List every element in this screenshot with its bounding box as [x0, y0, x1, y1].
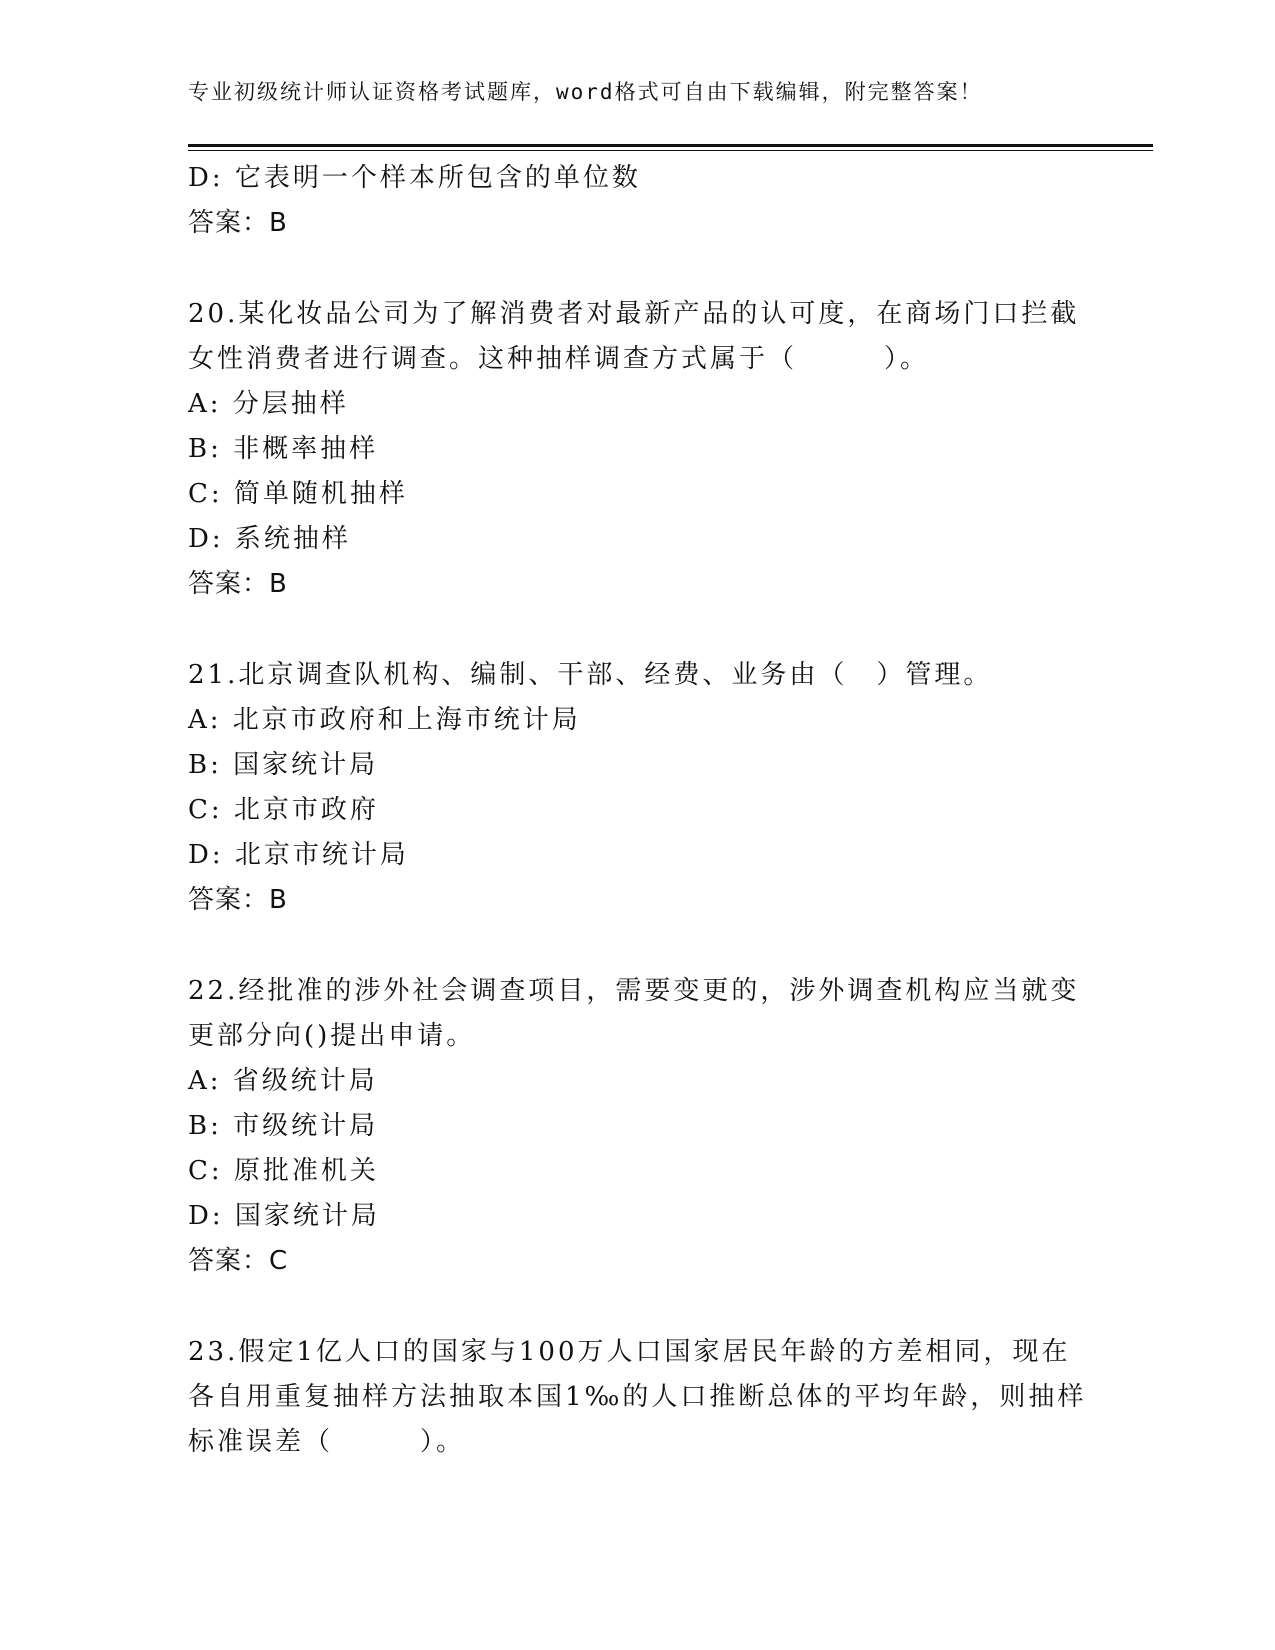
spacer: [188, 923, 1098, 969]
spacer: [188, 607, 1098, 653]
spacer: [188, 1284, 1098, 1330]
page-header: 专业初级统计师认证资格考试题库，word格式可自由下载编辑，附完整答案！: [188, 80, 983, 104]
option-a: A: 北京市政府和上海市统计局: [188, 705, 581, 735]
option-c: C: 原批准机关: [188, 1156, 379, 1186]
document-body: [188, 156, 1098, 1465]
carryover-option-d: D: 它表明一个样本所包含的单位数: [188, 163, 641, 193]
option-d: D: 北京市统计局: [188, 840, 409, 870]
question-20: [188, 292, 1098, 607]
question-stem-line: 女性消费者进行调查。这种抽样调查方式属于（ ）。: [188, 344, 930, 374]
question-stem-line: 20.某化妆品公司为了解消费者对最新产品的认可度，在商场门口拦截: [188, 299, 1080, 329]
option-c: C: 北京市政府: [188, 795, 379, 825]
question-stem-line: 22.经批准的涉外社会调查项目，需要变更的，涉外调查机构应当就变: [188, 976, 1080, 1006]
carryover-answer: 答案：B: [188, 208, 288, 238]
header-rule-thick: [188, 144, 1153, 147]
option-b: B: 非概率抽样: [188, 434, 379, 464]
question-stem-line: 标准误差（ ）。: [188, 1427, 466, 1457]
option-a: A: 省级统计局: [188, 1066, 378, 1096]
option-d: D: 国家统计局: [188, 1201, 380, 1231]
answer: 答案：B: [188, 885, 288, 915]
question-22: [188, 969, 1098, 1284]
answer: 答案：B: [188, 569, 288, 599]
option-d: D: 系统抽样: [188, 524, 351, 554]
answer: 答案：C: [188, 1246, 289, 1276]
option-c: C: 简单随机抽样: [188, 479, 408, 509]
question-23: [188, 1330, 1098, 1465]
question-stem-line: 各自用重复抽样方法抽取本国1‰的人口推断总体的平均年龄，则抽样: [188, 1382, 1087, 1412]
header-rule-thin: [188, 150, 1153, 151]
option-b: B: 市级统计局: [188, 1111, 379, 1141]
question-21: [188, 653, 1098, 923]
question-stem-line: 更部分向()提出申请。: [188, 1021, 476, 1051]
spacer: [188, 246, 1098, 292]
option-a: A: 分层抽样: [188, 389, 349, 419]
question-stem-line: 21.北京调查队机构、编制、干部、经费、业务由（ ）管理。: [188, 660, 993, 690]
question-stem-line: 23.假定1亿人口的国家与100万人口国家居民年龄的方差相同，现在: [188, 1337, 1071, 1367]
option-b: B: 国家统计局: [188, 750, 379, 780]
